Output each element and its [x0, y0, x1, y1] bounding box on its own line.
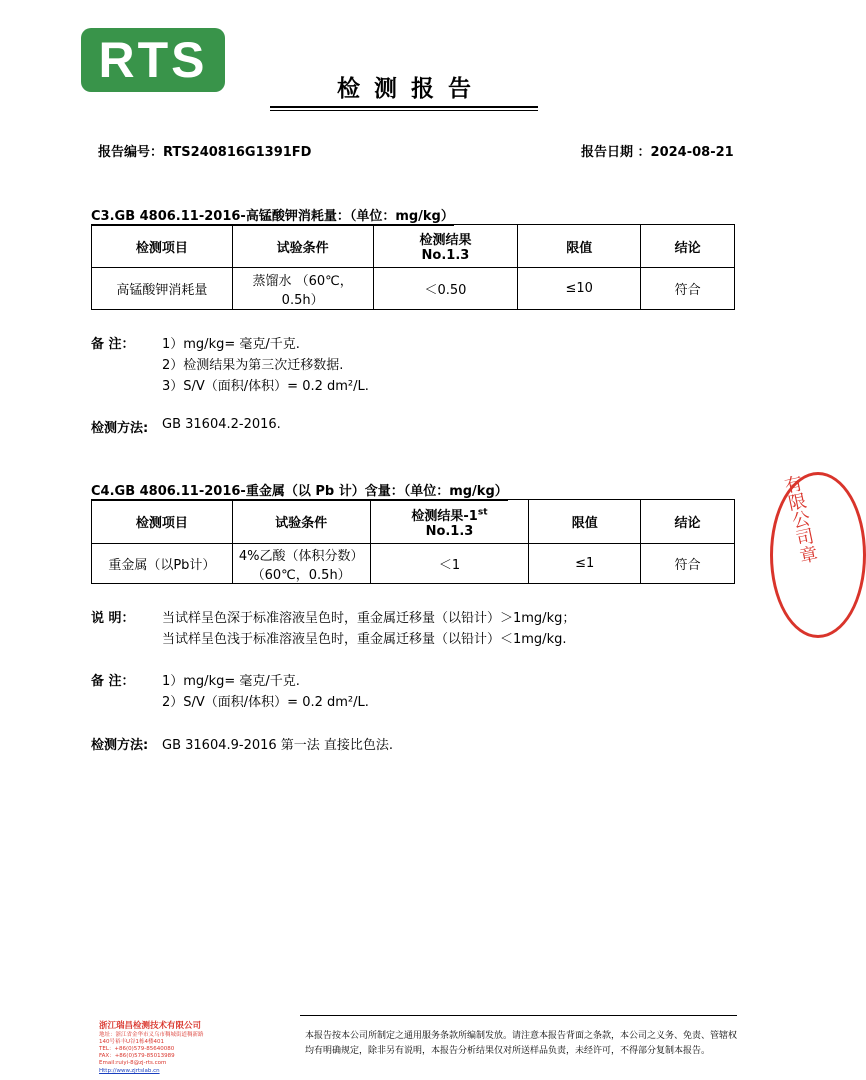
- section1-method: GB 31604.2-2016.: [162, 417, 281, 432]
- header-result-line1: 检测结果: [419, 233, 472, 248]
- cell-limit: ≤10: [518, 268, 641, 310]
- header-conclusion: 结论: [641, 500, 735, 544]
- footer-website-link[interactable]: Http://www.zjrtslab.cn: [99, 1068, 160, 1074]
- section1-notes-label: 备 注：: [91, 337, 135, 352]
- cell-condition-line2: （60℃，0.5h）: [251, 567, 351, 583]
- header-limit: 限值: [529, 500, 641, 544]
- section1-method-label: 检测方法:: [91, 421, 149, 436]
- footer-address-1: 地址：浙江省金华市义乌市稠城街道稠新路: [99, 1032, 204, 1038]
- table-row: [92, 544, 735, 584]
- cell-condition: 蒸馏水 （60℃，0.5h）: [232, 268, 373, 310]
- cell-result: ＜1: [370, 544, 529, 584]
- footer-disclaimer: 本报告按本公司所制定之通用服务条款所编制发放。请注意本报告背面之条款，本公司之义务、免责、管辖权均有明确规定，除非另有说明，本报告分析结果仅对所送样品负责，未经许可，不得部分复制本报告。: [305, 1031, 738, 1056]
- footer-email: Email:ruiyi-8@zj-rts.com: [99, 1060, 167, 1066]
- footer-divider: [300, 1015, 737, 1016]
- cell-condition-line1: 4%乙酸（体积分数）: [238, 548, 364, 564]
- page-title: 检测报告: [337, 75, 485, 102]
- footer-company-name: 浙江瑞昌检测技术有限公司: [99, 1021, 202, 1031]
- report-date: 报告日期 ：2024-08-21: [581, 145, 734, 160]
- section2-table: [91, 499, 735, 584]
- section2-note-2: 2）S/V（面积/体积）= 0.2 dm²/L.: [162, 695, 369, 710]
- header-condition: 试验条件: [232, 500, 370, 544]
- footer-tel: TEL：+86(0)579-85640080: [99, 1046, 175, 1052]
- header-item: 检测项目: [92, 225, 233, 268]
- section1-table: [91, 224, 735, 310]
- header-conclusion: 结论: [641, 225, 735, 268]
- header-item: 检测项目: [92, 500, 233, 544]
- section2-method: GB 31604.9-2016 第一法 直接比色法.: [162, 738, 394, 753]
- section1-note-2: 2）检测结果为第三次迁移数据.: [162, 358, 344, 373]
- header-result: [370, 500, 529, 544]
- table-row: [92, 268, 735, 310]
- cell-item: 重金属（以Pb计）: [92, 544, 233, 584]
- footer-fax: FAX：+86(0)579-85013989: [99, 1053, 175, 1059]
- table-header-row: [92, 225, 735, 268]
- section2-explain-1: 当试样呈色深于标准溶液呈色时，重金属迁移量（以铅计）＞1mg/kg；: [162, 611, 576, 626]
- section2-explain-2: 当试样呈色浅于标准溶液呈色时，重金属迁移量（以铅计）＜1mg/kg.: [162, 632, 567, 647]
- report-number: 报告编号：RTS240816G1391FD: [98, 145, 312, 160]
- section1-note-1: 1）mg/kg= 毫克/千克.: [162, 337, 300, 352]
- cell-limit: ≤1: [529, 544, 641, 584]
- section2-note-1: 1）mg/kg= 毫克/千克.: [162, 674, 300, 689]
- cell-item: 高锰酸钾消耗量: [92, 268, 233, 310]
- header-limit: 限值: [518, 225, 641, 268]
- header-result-line2: No.1.3: [425, 523, 474, 539]
- title-underline: [270, 106, 538, 108]
- section2-title: C4.GB 4806.11-2016-重金属（以 Pb 计）含量：（单位：mg/kg）: [91, 480, 508, 501]
- footer-address-2: 140号裕丰U谷1栋4楼401: [99, 1039, 165, 1045]
- section2-explain-label: 说 明：: [91, 611, 135, 626]
- section1-title: C3.GB 4806.11-2016-高锰酸钾消耗量：（单位：mg/kg）: [91, 205, 454, 226]
- header-condition: 试验条件: [232, 225, 373, 268]
- cell-result: ＜0.50: [373, 268, 518, 310]
- cell-conclusion: 符合: [641, 268, 735, 310]
- table-header-row: [92, 500, 735, 544]
- section2-notes-label: 备 注：: [91, 674, 135, 689]
- title-underline-thin: [270, 110, 538, 111]
- header-result-line2: No.1.3: [421, 248, 470, 263]
- header-result-line1: 检测结果-1st: [411, 507, 488, 524]
- cell-condition: [232, 544, 370, 584]
- header-result: [373, 225, 518, 268]
- rts-logo: RTS: [81, 28, 225, 92]
- company-seal-text: 有限公司章: [779, 473, 820, 566]
- section1-note-3: 3）S/V（面积/体积）= 0.2 dm²/L.: [162, 379, 369, 394]
- cell-conclusion: 符合: [641, 544, 735, 584]
- section2-method-label: 检测方法:: [91, 738, 149, 753]
